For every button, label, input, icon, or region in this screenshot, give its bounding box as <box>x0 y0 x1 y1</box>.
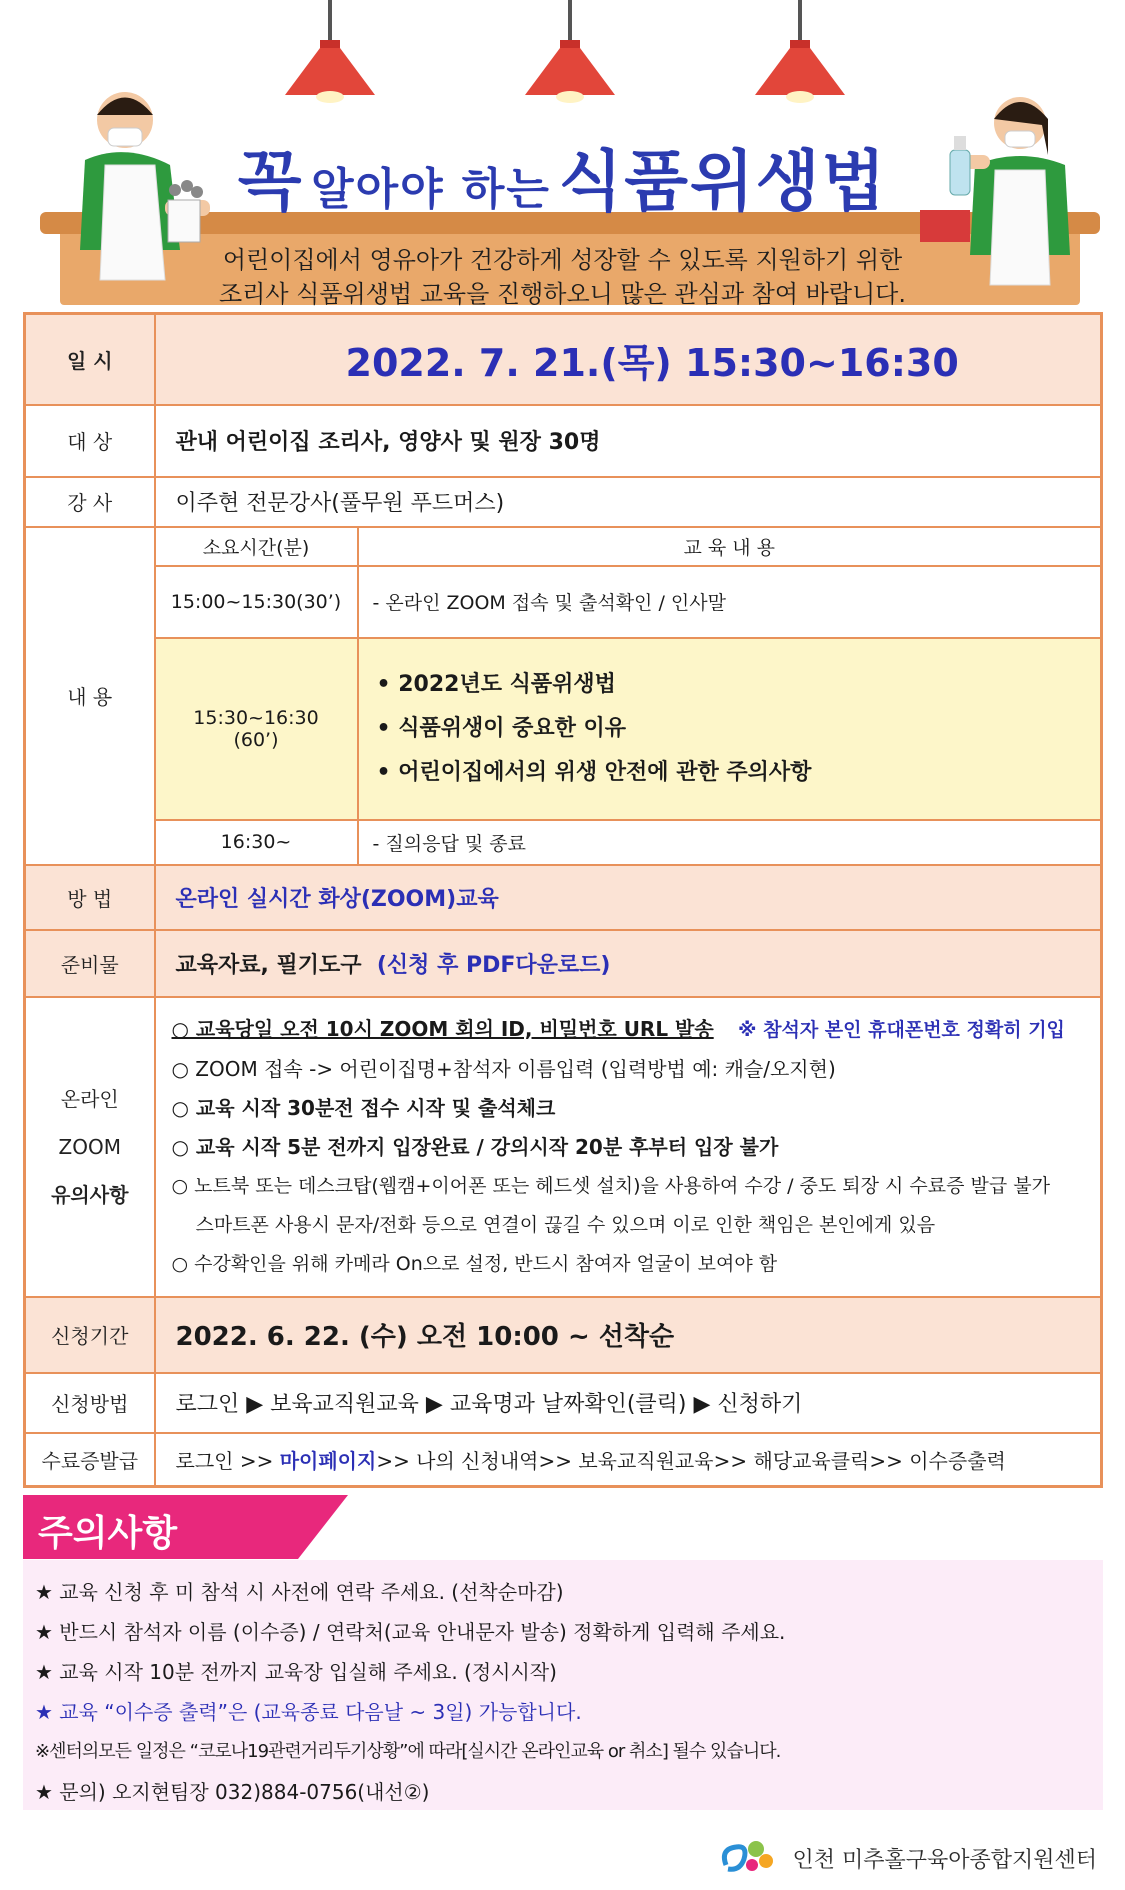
lecturer-label: 강 사 <box>25 477 155 527</box>
schedule-time-line-1: 15:30~16:30 <box>193 706 319 729</box>
schedule-header-content: 교 육 내 용 <box>358 528 1101 566</box>
online-label-line-3: 유의사항 <box>51 1182 129 1207</box>
row-date <box>25 314 1102 405</box>
caution-item: ★ 교육 시작 10분 전까지 교육장 입실해 주세요. (정시시작) <box>35 1660 557 1684</box>
date-value: 2022. 7. 21.(목) 15:30~16:30 <box>345 340 959 385</box>
caution-box <box>23 1560 1103 1810</box>
info-table <box>23 312 1103 1488</box>
center-logo-icon <box>718 1835 774 1877</box>
ceiling-lamp-icon <box>515 0 625 110</box>
online-label-line-1: 온라인 <box>60 1086 119 1111</box>
mypage-link[interactable]: 마이페이지 <box>279 1448 377 1473</box>
caution-item: ※센터의모든 일정은 “코로나19관련거리두기상황”에 따라[실시간 온라인교육 or 취소] 될수 있습니다. <box>35 1741 781 1762</box>
prep-download-note: (신청 후 PDF다운로드) <box>376 952 611 978</box>
bullet-item: • 2022년도 식품위생법 <box>376 671 616 697</box>
caution-item: ★ 교육 신청 후 미 참석 시 사전에 연락 주세요. (선착순마감) <box>35 1580 564 1604</box>
schedule-time: 15:00~15:30(30’) <box>156 566 358 638</box>
caution-item: ★ 문의) 오지현팀장 032)884-0756(내선②) <box>35 1780 430 1804</box>
date-value-cell <box>155 314 1102 405</box>
schedule-row <box>156 638 1101 820</box>
note-item: ○ 교육 시작 5분 전까지 입장완료 / 강의시작 20분 후부터 입장 불가 <box>171 1134 779 1159</box>
row-method <box>25 865 1102 930</box>
target-label: 대 상 <box>25 405 155 477</box>
date-label: 일 시 <box>25 314 155 405</box>
note-extra: ※ 참석자 본인 휴대폰번호 정확히 기입 <box>738 1018 1065 1041</box>
bullet-item: • 어린이집에서의 위생 안전에 관한 주의사항 <box>376 759 812 785</box>
schedule-header-time: 소요시간(분) <box>156 528 358 566</box>
schedule-time: 16:30~ <box>156 820 358 864</box>
schedule-time <box>156 638 358 820</box>
row-apply <box>25 1373 1102 1433</box>
apply-value: 로그인 ▶ 보육교직원교육 ▶ 교육명과 날짜확인(클릭) ▶ 신청하기 <box>155 1373 1102 1433</box>
note-item <box>172 1010 1101 1050</box>
online-label <box>25 997 155 1297</box>
online-notes <box>155 997 1102 1297</box>
method-label: 방 법 <box>25 865 155 930</box>
row-online <box>25 997 1102 1297</box>
schedule-content: - 온라인 ZOOM 접속 및 출석확인 / 인사말 <box>358 566 1101 638</box>
note-item: 스마트폰 사용시 문자/전화 등으로 연결이 끊길 수 있으며 이로 인한 책임은 본인에게 있음 <box>195 1213 936 1236</box>
apply-label: 신청방법 <box>25 1373 155 1433</box>
title-part-2: 알아야 하는 <box>311 164 551 215</box>
title-part-1: 꼭 <box>237 143 304 220</box>
caution-title: 주의사항 <box>38 1513 178 1554</box>
content-label: 내 용 <box>25 527 155 865</box>
prep-value: 교육자료, 필기도구 <box>175 952 362 978</box>
caution-item-text: ★ 교육 “이수증 출력”은 (교육종료 다음날 ~ 3일) 가능합니다. <box>35 1700 582 1724</box>
row-cert <box>25 1433 1102 1487</box>
prep-value-cell <box>155 930 1102 997</box>
period-label: 신청기간 <box>25 1297 155 1373</box>
intro-line-2: 조리사 식품위생법 교육을 진행하오니 많은 관심과 참여 바랍니다. <box>219 280 906 308</box>
header-banner <box>0 0 1125 310</box>
caution-item: ★ 반드시 참석자 이름 (이수증) / 연락처(교육 안내문자 발송) 정확하게 입력해 주세요. <box>35 1620 786 1644</box>
bullet-item: • 식품위생이 중요한 이유 <box>376 715 627 741</box>
row-prep <box>25 930 1102 997</box>
row-target <box>25 405 1102 477</box>
method-value: 온라인 실시간 화상(ZOOM)교육 <box>155 865 1102 930</box>
note-item: ○ ZOOM 접속 -> 어린이집명+참석자 이름입력 (입력방법 예: 캐슬/오지현) <box>171 1056 836 1081</box>
schedule-content <box>358 638 1101 820</box>
ceiling-lamp-icon <box>275 0 385 110</box>
note-text: ○ 교육당일 오전 10시 ZOOM 회의 ID, 비밀번호 URL 발송 <box>171 1016 714 1041</box>
note-item: ○ 교육 시작 30분전 접수 시작 및 출석체크 <box>171 1095 556 1120</box>
footer-org-name: 인천 미추홀구육아종합지원센터 <box>792 1848 1097 1873</box>
row-content <box>25 527 1102 865</box>
period-value: 2022. 6. 22. (수) 오전 10:00 ~ 선착순 <box>155 1297 1102 1373</box>
caution-item <box>35 1692 1103 1732</box>
intro-line-1: 어린이집에서 영유아가 건강하게 성장할 수 있도록 지원하기 위한 <box>222 246 903 274</box>
cert-value-pre: 로그인 >> <box>175 1448 280 1473</box>
note-item: ○ 노트북 또는 데스크탑(웹캠+이어폰 또는 헤드셋 설치)을 사용하여 수강 / 중도 퇴장 시 수료증 발급 불가 <box>171 1174 1050 1197</box>
lecturer-value: 이주현 전문강사(풀무원 푸드머스) <box>155 477 1102 527</box>
ceiling-lamp-icon <box>745 0 855 110</box>
prep-label: 준비물 <box>25 930 155 997</box>
cert-label: 수료증발급 <box>25 1433 155 1487</box>
schedule-row <box>156 820 1101 864</box>
content-cell <box>155 527 1102 865</box>
target-value: 관내 어린이집 조리사, 영양사 및 원장 30명 <box>155 405 1102 477</box>
row-lecturer <box>25 477 1102 527</box>
schedule-table <box>156 528 1101 864</box>
note-item: ○ 수강확인을 위해 카메라 On으로 설정, 반드시 참여자 얼굴이 보여야 함 <box>171 1252 778 1275</box>
schedule-time-line-2: (60’) <box>233 728 279 751</box>
schedule-content: - 질의응답 및 종료 <box>372 832 526 855</box>
schedule-header-row <box>156 528 1101 566</box>
cert-value-cell <box>155 1433 1102 1487</box>
cert-value-post: >> 나의 신청내역>> 보육교직원교육>> 해당교육클릭>> 이수증출력 <box>376 1448 1006 1473</box>
page-title <box>0 128 1125 223</box>
title-part-3: 식품위생법 <box>558 143 888 220</box>
row-period <box>25 1297 1102 1373</box>
schedule-row <box>156 566 1101 638</box>
online-label-line-2: ZOOM <box>58 1134 121 1159</box>
